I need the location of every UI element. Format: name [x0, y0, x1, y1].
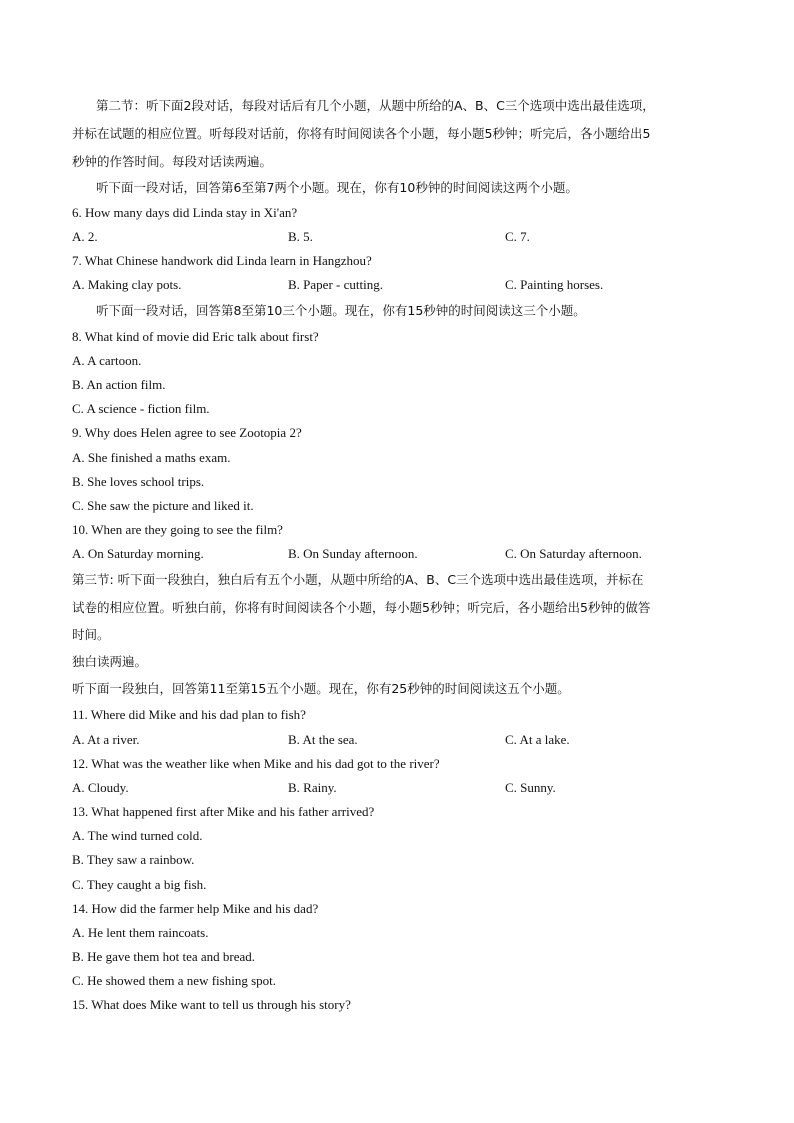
question-12-option-b: B. Rainy. [288, 780, 337, 795]
question-6-option-b: B. 5. [288, 229, 313, 244]
question-7-stem: 7. What Chinese handwork did Linda learn in Hangzhou? [72, 253, 372, 268]
section2-instructions-line3: 秒钟的作答时间。每段对话读两遍。 [72, 154, 273, 169]
question-9-stem: 9. Why does Helen agree to see Zootopia 2? [72, 425, 302, 440]
question-8-option-b: B. An action film. [72, 377, 166, 392]
question-6-option-c: C. 7. [505, 229, 530, 244]
question-7-option-b: B. Paper - cutting. [288, 277, 383, 292]
question-9-option-c: C. She saw the picture and liked it. [72, 498, 254, 513]
question-13-option-b: B. They saw a rainbow. [72, 852, 195, 867]
question-10-option-a: A. On Saturday morning. [72, 546, 204, 561]
question-13-stem: 13. What happened first after Mike and his father arrived? [72, 804, 375, 819]
question-6-option-a: A. 2. [72, 229, 98, 244]
section3-instructions-line2: 试卷的相应位置。听独白前，你将有时间阅读各个小题，每小题5秒钟；听完后，各小题给出5秒钟的做答 [72, 600, 651, 615]
question-7-option-a: A. Making clay pots. [72, 277, 182, 292]
question-13-option-a: A. The wind turned cold. [72, 828, 203, 843]
question-8-option-c: C. A science - fiction film. [72, 401, 210, 416]
question-8-option-a: A. A cartoon. [72, 353, 142, 368]
question-11-option-a: A. At a river. [72, 732, 140, 747]
section3-instructions-line3: 时间。 [72, 627, 110, 642]
question-12-option-c: C. Sunny. [505, 780, 556, 795]
question-12-option-a: A. Cloudy. [72, 780, 129, 795]
question-13-option-c: C. They caught a big fish. [72, 877, 207, 892]
question-8-stem: 8. What kind of movie did Eric talk about first? [72, 329, 319, 344]
dialog1-intro: 听下面一段对话，回答第6至第7两个小题。现在，你有10秒钟的时间阅读这两个小题。 [96, 180, 578, 195]
question-12-stem: 12. What was the weather like when Mike and his dad got to the river? [72, 756, 440, 771]
monologue-intro: 听下面一段独白，回答第11至第15五个小题。现在，你有25秒钟的时间阅读这五个小题。 [72, 681, 570, 696]
section2-instructions-line2: 并标在试题的相应位置。听每段对话前，你将有时间阅读各个小题，每小题5秒钟；听完后，各小题给出5 [72, 126, 651, 141]
question-10-option-b: B. On Sunday afternoon. [288, 546, 418, 561]
question-14-option-a: A. He lent them raincoats. [72, 925, 209, 940]
question-10-option-c: C. On Saturday afternoon. [505, 546, 642, 561]
question-9-option-b: B. She loves school trips. [72, 474, 205, 489]
dialog2-intro: 听下面一段对话，回答第8至第10三个小题。现在，你有15秒钟的时间阅读这三个小题。 [96, 303, 586, 318]
question-6-stem: 6. How many days did Linda stay in Xi'an? [72, 205, 298, 220]
section2-instructions-line1: 第二节：听下面2段对话，每段对话后有几个小题，从题中所给的A、B、C三个选项中选出最佳选项， [96, 98, 655, 113]
question-11-option-c: C. At a lake. [505, 732, 570, 747]
question-14-option-b: B. He gave them hot tea and bread. [72, 949, 256, 964]
question-14-stem: 14. How did the farmer help Mike and his dad? [72, 901, 319, 916]
question-7-option-c: C. Painting horses. [505, 277, 604, 292]
question-14-option-c: C. He showed them a new fishing spot. [72, 973, 277, 988]
section3-instructions-line4: 独白读两遍。 [72, 654, 148, 669]
question-9-option-a: A. She finished a maths exam. [72, 450, 231, 465]
question-10-stem: 10. When are they going to see the film? [72, 522, 283, 537]
question-15-stem: 15. What does Mike want to tell us through his story? [72, 997, 351, 1012]
question-11-stem: 11. Where did Mike and his dad plan to fish? [72, 707, 306, 722]
section3-instructions-line1: 第三节: 听下面一段独白，独白后有五个小题，从题中所给的A、B、C三个选项中选出最佳选项，并标在 [72, 572, 644, 587]
question-11-option-b: B. At the sea. [288, 732, 358, 747]
